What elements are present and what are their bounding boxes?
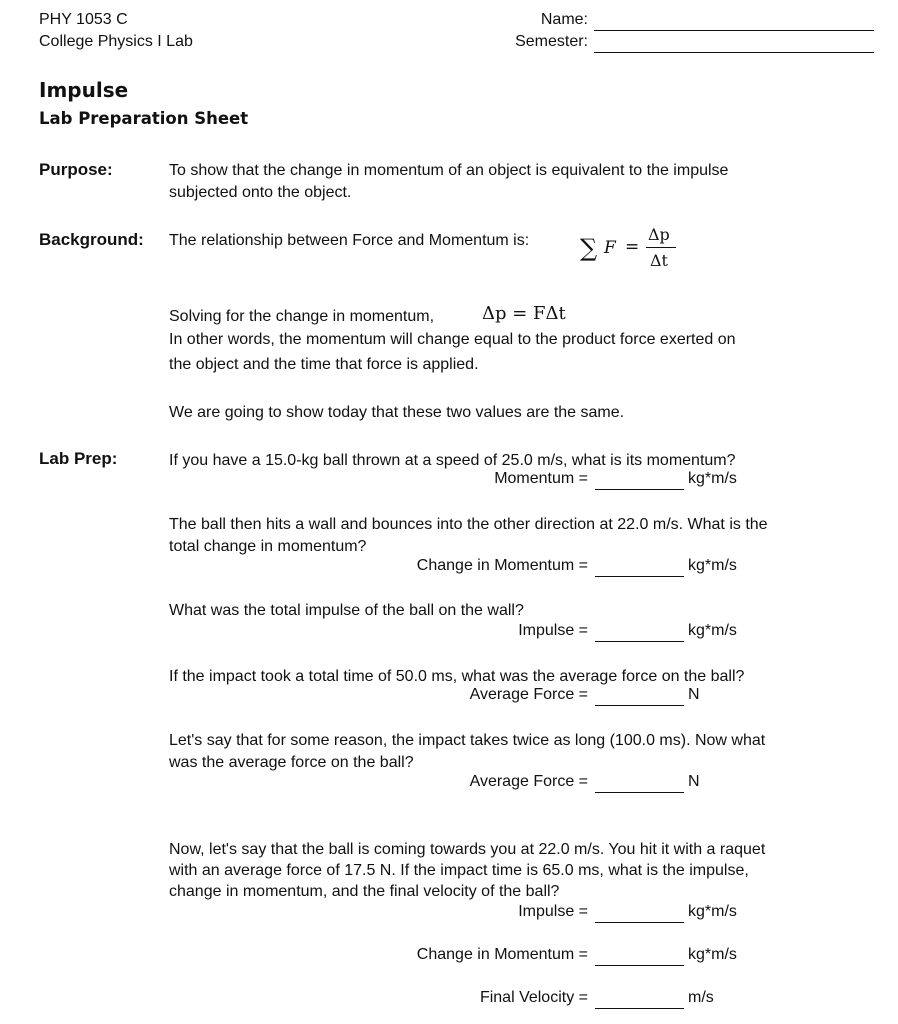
answer-8-field[interactable] bbox=[595, 1008, 684, 1009]
semester-label: Semester: bbox=[515, 33, 588, 50]
answer-8-unit: m/s bbox=[688, 989, 714, 1006]
answer-1-field[interactable] bbox=[595, 489, 684, 490]
eq-force-symbol: F bbox=[604, 238, 616, 258]
background-words-line-2: the object and the time that force is applied. bbox=[169, 356, 479, 373]
question-5-line-2: was the average force on the ball? bbox=[169, 754, 414, 771]
lab-prep-label: Lab Prep: bbox=[39, 449, 118, 468]
question-6-line-3: change in momentum, and the final velocity of the ball? bbox=[169, 883, 560, 900]
answer-3-field[interactable] bbox=[595, 641, 684, 642]
purpose-text-line-1: To show that the change in momentum of an object is equivalent to the impulse bbox=[169, 162, 729, 179]
question-2-line-1: The ball then hits a wall and bounces into the other direction at 22.0 m/s. What is the bbox=[169, 516, 768, 533]
answer-3-label: Impulse = bbox=[518, 622, 588, 639]
question-4: If the impact took a total time of 50.0 ms, what was the average force on the ball? bbox=[169, 668, 745, 685]
answer-7-unit: kg*m/s bbox=[688, 946, 737, 963]
answer-7-label: Change in Momentum = bbox=[416, 946, 588, 963]
question-2-line-2: total change in momentum? bbox=[169, 538, 367, 555]
background-intro: The relationship between Force and Momentum is: bbox=[169, 232, 530, 249]
page-title: Impulse bbox=[39, 78, 129, 102]
answer-5-label: Average Force = bbox=[469, 773, 588, 790]
eq-numerator: Δp bbox=[648, 225, 670, 244]
page-subtitle: Lab Preparation Sheet bbox=[39, 109, 249, 128]
eq-denominator: Δt bbox=[650, 251, 668, 270]
sum-symbol: ∑ bbox=[580, 234, 598, 262]
answer-8-label: Final Velocity = bbox=[479, 989, 588, 1006]
solving-text: Solving for the change in momentum, bbox=[169, 308, 435, 325]
question-5-line-1: Let's say that for some reason, the impact takes twice as long (100.0 ms). Now what bbox=[169, 732, 766, 749]
background-words-line-1: In other words, the momentum will change equal to the product force exerted on bbox=[169, 331, 736, 348]
answer-5-field[interactable] bbox=[595, 792, 684, 793]
answer-2-label: Change in Momentum = bbox=[416, 557, 588, 574]
name-label: Name: bbox=[540, 11, 588, 28]
answer-7-field[interactable] bbox=[595, 965, 684, 966]
question-6-line-1: Now, let's say that the ball is coming towards you at 22.0 m/s. You hit it with a raquet bbox=[169, 841, 766, 858]
name-field[interactable] bbox=[594, 30, 874, 31]
answer-1-label: Momentum = bbox=[494, 470, 588, 487]
answer-4-unit: N bbox=[688, 686, 700, 703]
answer-6-field[interactable] bbox=[595, 922, 684, 923]
answer-5-unit: N bbox=[688, 773, 700, 790]
answer-3-unit: kg*m/s bbox=[688, 622, 737, 639]
solving-equation: Δp = FΔt bbox=[482, 303, 566, 324]
question-1: If you have a 15.0-kg ball thrown at a speed of 25.0 m/s, what is its momentum? bbox=[169, 452, 736, 469]
course-name: College Physics I Lab bbox=[39, 33, 193, 50]
semester-field[interactable] bbox=[594, 52, 874, 53]
answer-6-unit: kg*m/s bbox=[688, 903, 737, 920]
answer-2-unit: kg*m/s bbox=[688, 557, 737, 574]
answer-1-unit: kg*m/s bbox=[688, 470, 737, 487]
answer-6-label: Impulse = bbox=[518, 903, 588, 920]
purpose-label: Purpose: bbox=[39, 160, 113, 179]
answer-4-field[interactable] bbox=[595, 705, 684, 706]
answer-4-label: Average Force = bbox=[469, 686, 588, 703]
background-show-text: We are going to show today that these two values are the same. bbox=[169, 404, 625, 421]
eq-equals: = bbox=[625, 237, 640, 257]
purpose-text-line-2: subjected onto the object. bbox=[169, 184, 352, 201]
question-6-line-2: with an average force of 17.5 N. If the impact time is 65.0 ms, what is the impulse, bbox=[169, 862, 749, 879]
answer-2-field[interactable] bbox=[595, 576, 684, 577]
fraction-bar bbox=[646, 247, 676, 248]
question-3: What was the total impulse of the ball on the wall? bbox=[169, 602, 524, 619]
background-label: Background: bbox=[39, 230, 144, 249]
course-code: PHY 1053 C bbox=[39, 11, 128, 28]
